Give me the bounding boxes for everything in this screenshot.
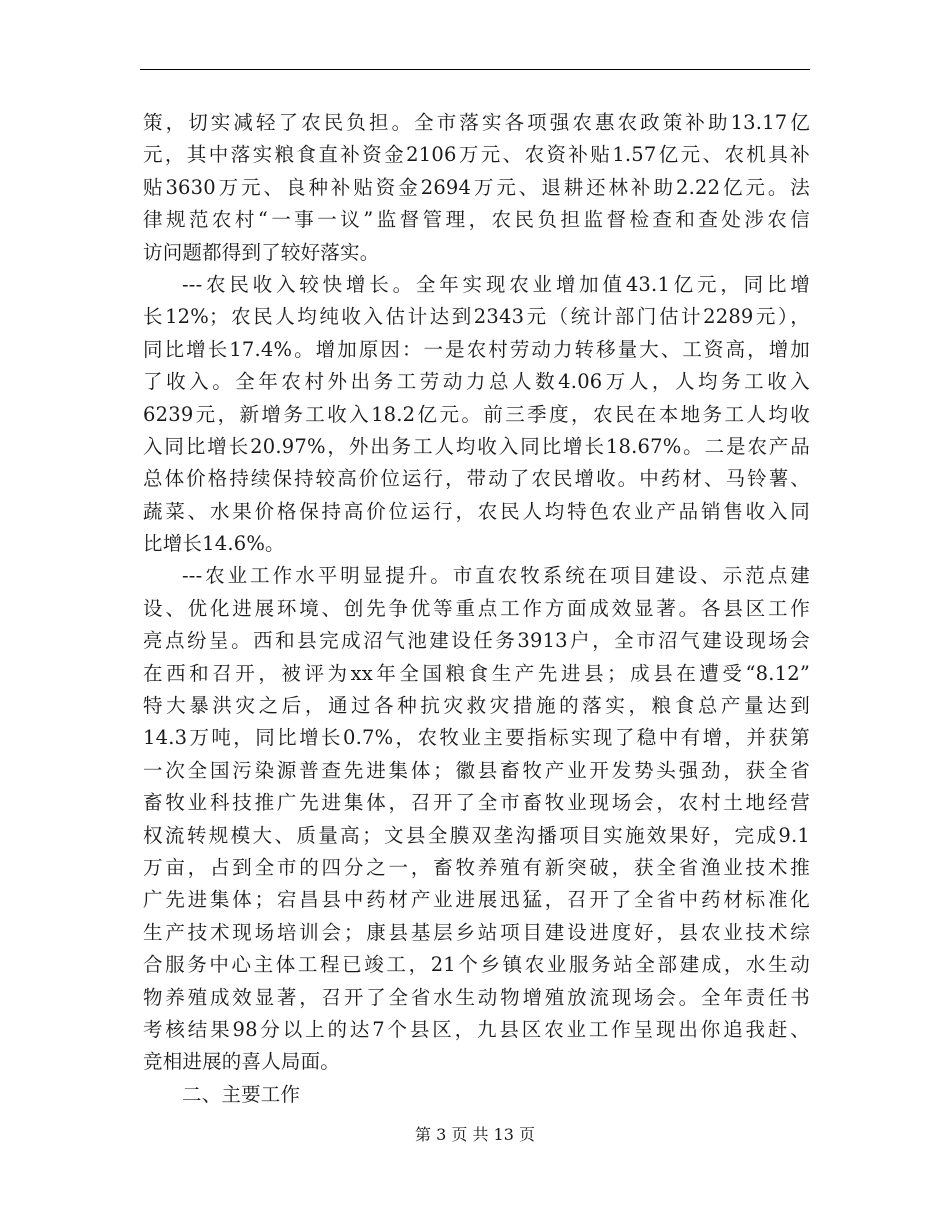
text-line: 一次全国污染源普查先进集体；徽县畜牧产业开发势头强劲，获全省 [143, 758, 810, 782]
text-line: 贴3630万元、良种补贴资金2694万元、退耕还林补助2.22亿元。法 [143, 175, 810, 199]
text-line: 生产技术现场培训会；康县基层乡站项目建设进度好，县农业技术综 [143, 920, 810, 944]
text-line: 6239元，新增务工收入18.2亿元。前三季度，农民在本地务工人均收 [143, 402, 810, 426]
text-line: 竞相进展的喜人局面。 [143, 1050, 341, 1074]
text-line: 合服务中心主体工程已竣工，21个乡镇农业服务站全部建成，水生动 [143, 953, 810, 977]
text-line: ---农民收入较快增长。全年实现农业增加值43.1亿元，同比增 [182, 272, 810, 296]
text-line: 同比增长17.4%。增加原因：一是农村劳动力转移量大、工资高，增加 [143, 337, 810, 361]
text-line: 在西和召开，被评为xx年全国粮食生产先进县；成县在遭受“8.12” [143, 661, 810, 685]
text-line: 万亩，占到全市的四分之一，畜牧养殖有新突破，获全省渔业技术推 [143, 855, 810, 879]
text-line: 策，切实减轻了农民负担。全市落实各项强农惠农政策补助13.17亿 [143, 111, 810, 134]
text-line: 比增长14.6%。 [143, 532, 285, 556]
text-line: 广先进集体；宕昌县中药材产业进展迅猛，召开了全省中药材标准化 [143, 888, 810, 912]
text-line: ---农业工作水平明显提升。市直农牧系统在项目建设、示范点建 [182, 564, 810, 588]
text-line: 设、优化进展环境、创先争优等重点工作方面成效显著。各县区工作 [143, 596, 810, 620]
text-line: 蔬菜、水果价格保持高价位运行，农民人均特色农业产品销售收入同 [143, 499, 810, 523]
text-line: 访问题都得到了较好落实。 [143, 240, 380, 264]
text-line: 权流转规模大、质量高；文县全膜双垄沟播项目实施效果好，完成9.1 [143, 823, 810, 847]
text-line: 考核结果98分以上的达7个县区，九县区农业工作呈现出你追我赶、 [143, 1017, 810, 1041]
text-line: 二、主要工作 [182, 1082, 301, 1106]
text-line: 特大暴洪灾之后，通过各种抗灾救灾措施的落实，粮食总产量达到 [143, 694, 810, 718]
page-number-footer: 第 3 页 共 13 页 [415, 1125, 535, 1144]
text-line: 总体价格持续保持较高价位运行，带动了农民增收。中药材、马铃薯、 [143, 467, 810, 491]
header-divider [140, 69, 810, 70]
text-line: 亮点纷呈。西和县完成沼气池建设任务3913户，全市沼气建设现场会 [143, 629, 810, 653]
text-line: 物养殖成效显著，召开了全省水生动物增殖放流现场会。全年责任书 [143, 985, 810, 1009]
document-body [143, 107, 810, 1111]
text-line: 入同比增长20.97%，外出务工人均收入同比增长18.67%。二是农产品 [143, 434, 810, 458]
text-line: 畜牧业科技推广先进集体，召开了全市畜牧业现场会，农村土地经营 [143, 791, 810, 815]
text-line: 长12%；农民人均纯收入估计达到2343元（统计部门估计2289元）， [143, 305, 810, 329]
text-line: 14.3万吨，同比增长0.7%，农牧业主要指标实现了稳中有增，并获第 [143, 726, 810, 750]
text-line: 了收入。全年农村外出务工劳动力总人数4.06万人，人均务工收入 [143, 370, 810, 394]
text-line: 元，其中落实粮食直补资金2106万元、农资补贴1.57亿元、农机具补 [143, 143, 810, 167]
text-line: 律规范农村“一事一议”监督管理，农民负担监督检查和查处涉农信 [143, 208, 810, 232]
